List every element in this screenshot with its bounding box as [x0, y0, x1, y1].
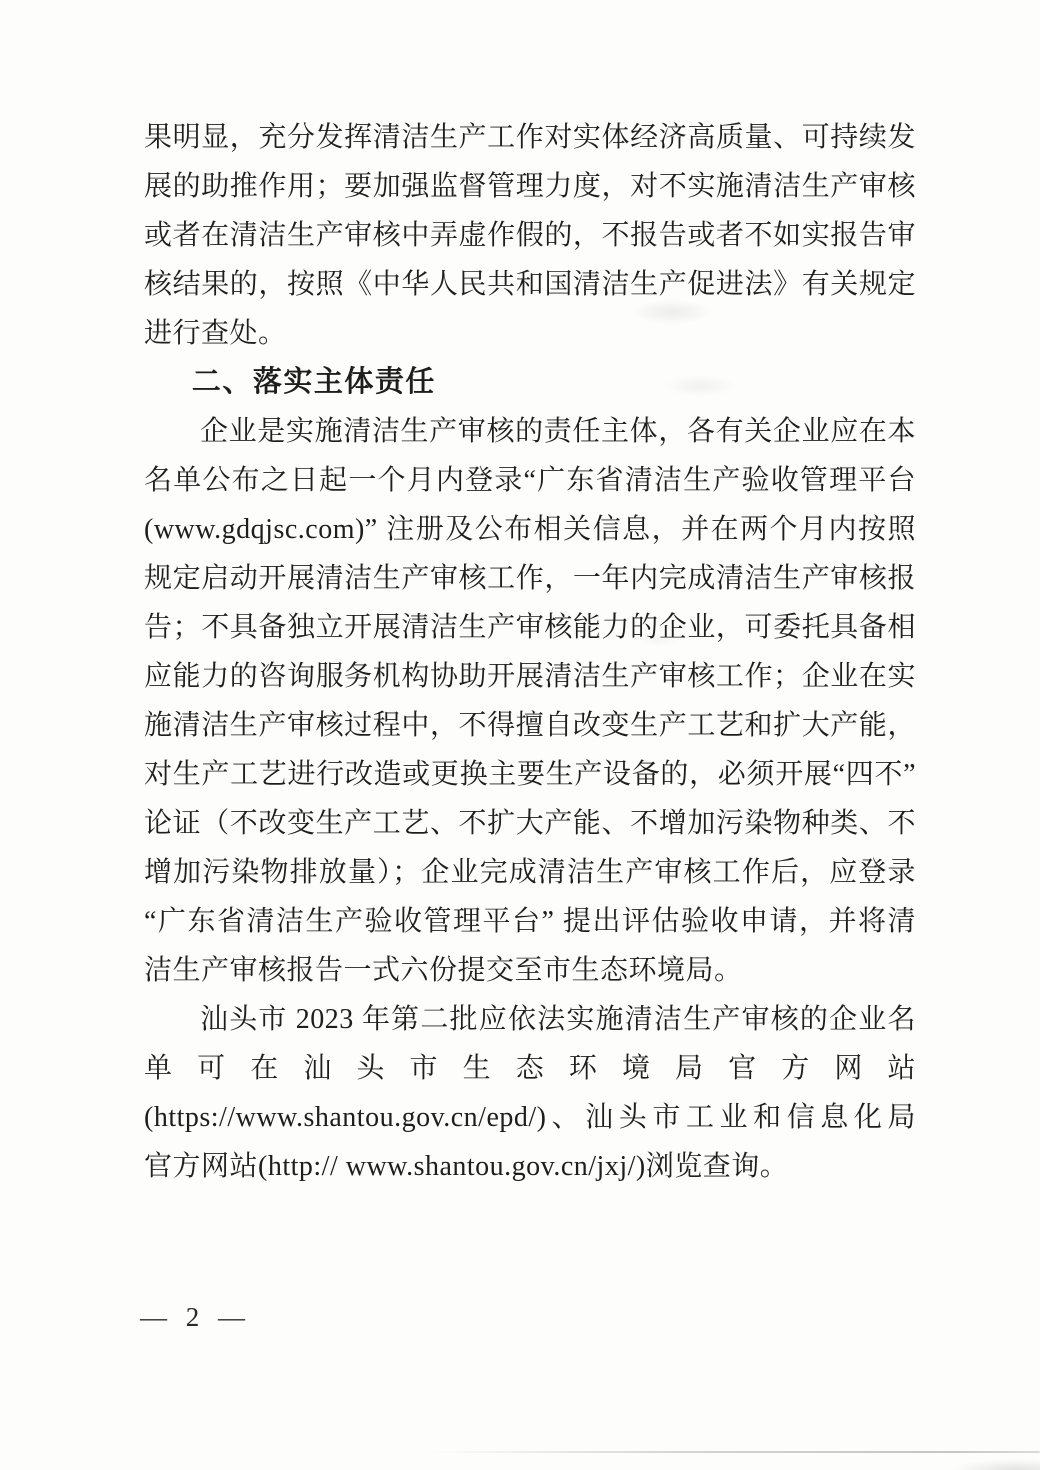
- text-line: 果明显，充分发挥清洁生产工作对实体经济高质量、可持续发: [144, 122, 916, 153]
- page-number: — 2 —: [140, 1302, 251, 1332]
- text-line: 单可在汕头市生态环境局官方网站: [144, 1053, 916, 1084]
- text-line: 企业是实施清洁生产审核的责任主体，各有关企业应在本: [200, 416, 916, 447]
- text-line: 论证（不改变生产工艺、不扩大产能、不增加污染物种类、不: [144, 808, 916, 839]
- text-line: 规定启动开展清洁生产审核工作，一年内完成清洁生产审核报: [144, 563, 916, 594]
- text-line: 展的助推作用；要加强监督管理力度，对不实施清洁生产审核: [144, 171, 916, 202]
- text-line: 核结果的，按照《中华人民共和国清洁生产促进法》有关规定: [144, 269, 916, 300]
- paragraph-continuation: [144, 113, 916, 358]
- text-line: (www.gdqjsc.com)” 注册及公布相关信息，并在两个月内按照: [144, 514, 916, 545]
- text-line: (https://www.shantou.gov.cn/epd/)、汕头市工业和信息化局: [144, 1102, 916, 1133]
- text-line: “广东省清洁生产验收管理平台” 提出评估验收申请，并将清: [144, 906, 916, 937]
- text-line: 施清洁生产审核过程中，不得擅自改变生产工艺和扩大产能，: [144, 710, 916, 741]
- text-line: 官方网站(http:// www.shantou.gov.cn/jxj/)浏览查询。: [144, 1151, 789, 1182]
- paragraph-main-duty: [144, 407, 916, 995]
- text-line: 对生产工艺进行改造或更换主要生产设备的，必须开展“四不”: [144, 759, 916, 790]
- paragraph-lookup-info: [144, 995, 916, 1191]
- text-line: 告；不具备独立开展清洁生产审核能力的企业，可委托具备相: [144, 612, 916, 643]
- text-line: 名单公布之日起一个月内登录“广东省清洁生产验收管理平台: [144, 465, 916, 496]
- document-body: [144, 113, 916, 1191]
- text-line: 或者在清洁生产审核中弄虚作假的，不报告或者不如实报告审: [144, 220, 916, 251]
- text-line: 进行查处。: [144, 318, 287, 349]
- section-heading: 二、落实主体责任: [191, 366, 436, 398]
- scan-artifact-shade: [920, 1444, 1040, 1470]
- text-line: 增加污染物排放量）；企业完成清洁生产审核工作后，应登录: [144, 857, 916, 888]
- text-line: 应能力的咨询服务机构协助开展清洁生产审核工作；企业在实: [144, 661, 916, 692]
- text-line: 汕头市 2023 年第二批应依法实施清洁生产审核的企业名: [200, 1004, 916, 1035]
- text-line: 洁生产审核报告一式六份提交至市生态环境局。: [144, 955, 743, 986]
